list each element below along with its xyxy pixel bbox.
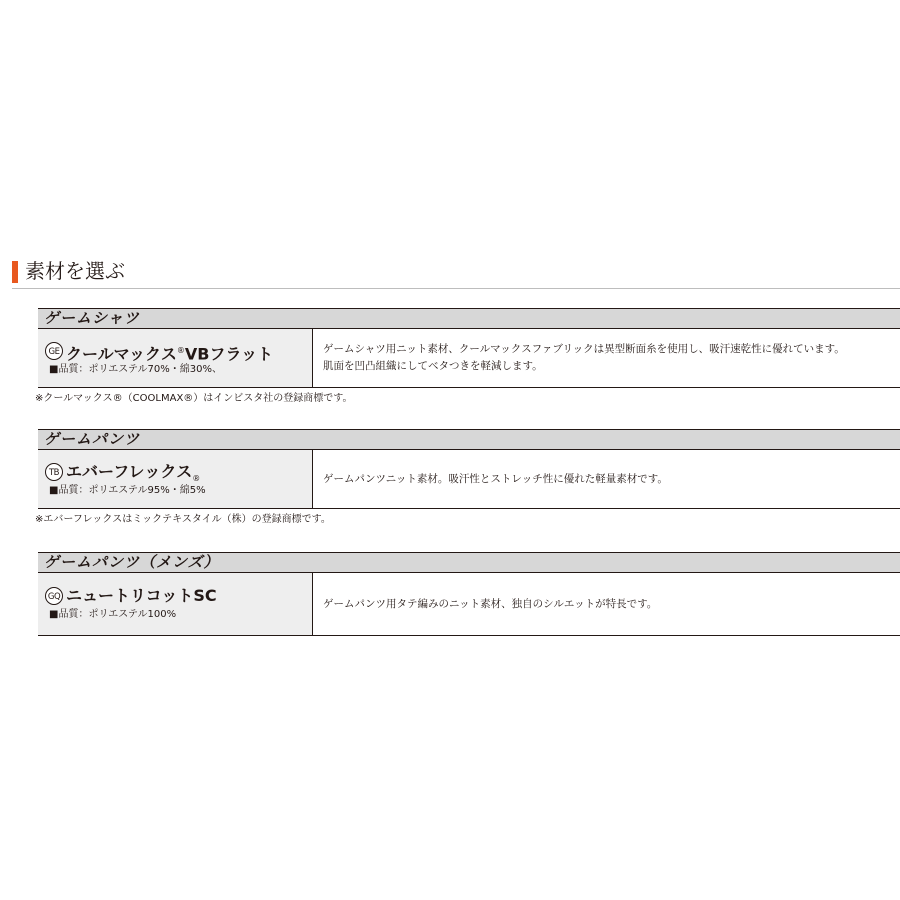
- trademark-note: ※クールマックス®（COOLMAX®）はインビスタ社の登録商標です。: [35, 393, 353, 404]
- title-accent-bar: [12, 261, 18, 283]
- description-line: ゲームパンツ用タテ編みのニット素材、独自のシルエットが特長です。: [323, 597, 658, 610]
- section-header: ゲームシャツ: [38, 308, 900, 329]
- product-description: [313, 573, 900, 635]
- product-quality: ■品質：ポリエステル70%・綿30%、: [49, 364, 223, 375]
- product-name-cell: [38, 329, 313, 387]
- product-name-text: クールマックス: [66, 344, 177, 364]
- product-code-badge: GE: [45, 342, 63, 360]
- product-quality: ■品質：ポリエステル100%: [49, 609, 177, 620]
- product-quality: ■品質：ポリエステル95%・綿5%: [49, 485, 206, 496]
- description-line: ゲームパンツニット素材。吸汗性とストレッチ性に優れた軽量素材です。: [323, 472, 668, 485]
- registered-mark: ®: [176, 346, 185, 355]
- section-game-pants-mens: [38, 552, 900, 636]
- product-description: [313, 329, 900, 387]
- page-title: 素材を選ぶ: [25, 259, 125, 283]
- product-name-suffix: VBフラット: [184, 344, 274, 364]
- section-header: ゲームパンツ: [38, 429, 900, 450]
- product-code-badge: GQ: [45, 587, 63, 605]
- product-row: [38, 573, 900, 636]
- registered-mark: ®: [192, 474, 201, 484]
- product-name: [66, 341, 273, 364]
- product-name-text: エバーフレックス: [66, 462, 193, 481]
- section-game-pants: [35, 429, 900, 527]
- product-code-badge: TB: [45, 463, 63, 481]
- product-name: [66, 586, 217, 606]
- section-game-shirt: [35, 308, 900, 406]
- product-row: [38, 329, 900, 388]
- product-name-text: ニュートリコットSC: [66, 586, 217, 605]
- section-header: ゲームパンツ（メンズ）: [38, 552, 900, 573]
- product-row: [38, 450, 900, 509]
- product-description: [313, 450, 900, 508]
- trademark-note: ※エバーフレックスはミックテキスタイル（株）の登録商標です。: [35, 514, 331, 525]
- product-name-cell: [38, 573, 313, 635]
- description-line: ゲームシャツ用ニット素材、クールマックスファブリックは異型断面糸を使用し、吸汗速乾性に優れています。: [323, 343, 845, 355]
- description-line: 肌面を凹凸組織にしてベタつきを軽減します。: [323, 360, 543, 372]
- product-name-cell: [38, 450, 313, 508]
- page-title-area: [12, 258, 900, 289]
